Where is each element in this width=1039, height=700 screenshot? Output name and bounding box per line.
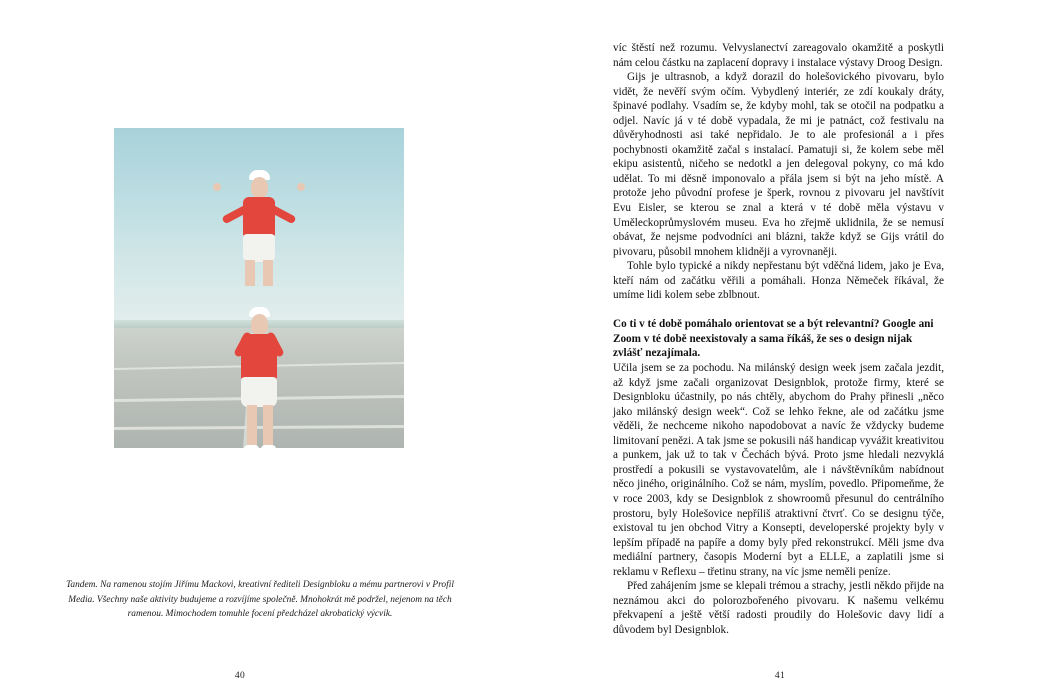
interview-question: Co ti v té době pomáhalo orientovat se a být relevantní? Google ani Zoom v té době neexistovaly a sama říkáš, že ses o design nijak zvlášť nezajímala. <box>613 318 934 360</box>
acrobat-top-figure <box>205 170 313 290</box>
photo-caption: Tandem. Na ramenou stojím Jiřímu Mackovi, kreativní řediteli Designbloku a mému partnerovi v Profil Media. Všechny naše aktivity budujeme a rozvíjíme společně. Mnohokrát mě podržel, nejenom na těch ramenou. Mimochodem tomuhle focení předcházel akrobatický výcvik. <box>66 580 454 619</box>
hand-left <box>213 183 221 191</box>
head-shape <box>251 314 268 335</box>
left-page <box>0 0 519 700</box>
head-shape <box>251 177 268 198</box>
paragraph: Učila jsem se za pochodu. Na milánský design week jsem začala jezdit, až když jsme začali organizovat Designblok, protože firmy, které se Designbloku účastnily, po nás chtěly, abychom do Prahy přinesli „něco jako milánský design week“. Což se lehko řekne, ale od začátku jsme věděli, že nechceme nikoho napodobovat a navíc že vždycky budeme limitovaní penězi. A tak jsme se pokusili náš handicap vyvážit kreativitou a punkem, jak už to tak v Čechách bývá. Proto jsme hledali nezvyklá prostředí a pokusili se vystavovatelům, ale i návštěvníkům nabídnout něco jiného, originálního. Což se nám, myslím, povedlo. Připomeňme, že v roce 2003, kdy se Designblok z showroomů přesunul do centrálního prostoru, byly Holešovice nepříliš atraktivní čtvrť. Co se designu týče, existoval tu jen obchod Vitry a Konsepti, developerské projekty byly v lepším případě na papíře a domy byly před rekonstrukcí. Měli jsme dva mediální partnery, časopis Moderní byt a ELLE, a zaplatili jsme si reklamu v Reflexu – třetinu strany, na víc jsme neměli peníze. <box>613 362 944 578</box>
leg-left <box>245 260 255 286</box>
body-text-column <box>613 41 944 637</box>
white-shorts <box>243 234 275 262</box>
white-shorts <box>241 377 277 407</box>
right-page <box>519 0 1039 700</box>
hand-right <box>297 183 305 191</box>
shoe-left <box>244 445 259 448</box>
paragraph: Gijs je ultrasnob, a když dorazil do holešovického pivovaru, bylo vidět, že nevěří svým očím. Vybydlený interiér, ze zdí koukaly dráty, špinavé podlahy. Vsadím se, že kdyby mohl, tak se otočil na podpatku a odjel. Navíc já v té době vypadala, že mi je patnáct, což festivalu na důvěryhodnosti asi také nepřidalo. Je to ale profesionál a i přes pochybnosti okamžitě začal s instalací. Pamatuji si, že kolem sebe měl ekipu asistentů, ničeho se nedotkl a jen delegoval pokyny, co má kdo udělat. To mi děsně imponovalo a přála jsem si být na jeho místě. A protože jeho původní profese je šperk, rovnou z pivovaru jel navštívit Evu Eisler, se kterou se znal a která v té době měla výstavu v Uměleckoprůmyslovém museu. Eva ho zřejmě uklidnila, že se nemusí obávat, že nejsme podvodníci ani blázni, takže když se Gijs vrátil do pivovaru, působil mnohem klidněji a vyrovnaněji. <box>613 71 944 258</box>
paragraph: Tohle bylo typické a nikdy nepřestanu být vděčná lidem, jako je Eva, kteří nám od začátku věřili a pomáhali. Honza Němeček říkával, že umíme lidi kolem sebe zblbnout. <box>613 260 944 302</box>
page-number-right: 41 <box>774 671 786 681</box>
leg-right <box>263 260 273 286</box>
acrobat-bottom-figure <box>211 307 307 448</box>
shoe-right <box>261 445 276 448</box>
paragraph: víc štěstí než rozumu. Velvyslanectví zareagovalo okamžitě a poskytli nám celou částku na zaplacení dopravy i instalace výstavy Droog Design. <box>613 42 944 69</box>
leg-left <box>247 405 257 447</box>
paragraph: Před zahájením jsme se klepali trémou a strachy, jestli někdo přijde na neznámou akci do polorozbořeného pivovaru. K našemu velkému překvapení a ještě větší radosti proudily do Holešovic davy lidí a důvodem byl Designblok. <box>613 580 944 636</box>
page-number-left: 40 <box>234 671 246 681</box>
leg-right <box>263 405 273 447</box>
acrobats-photograph <box>114 128 404 448</box>
